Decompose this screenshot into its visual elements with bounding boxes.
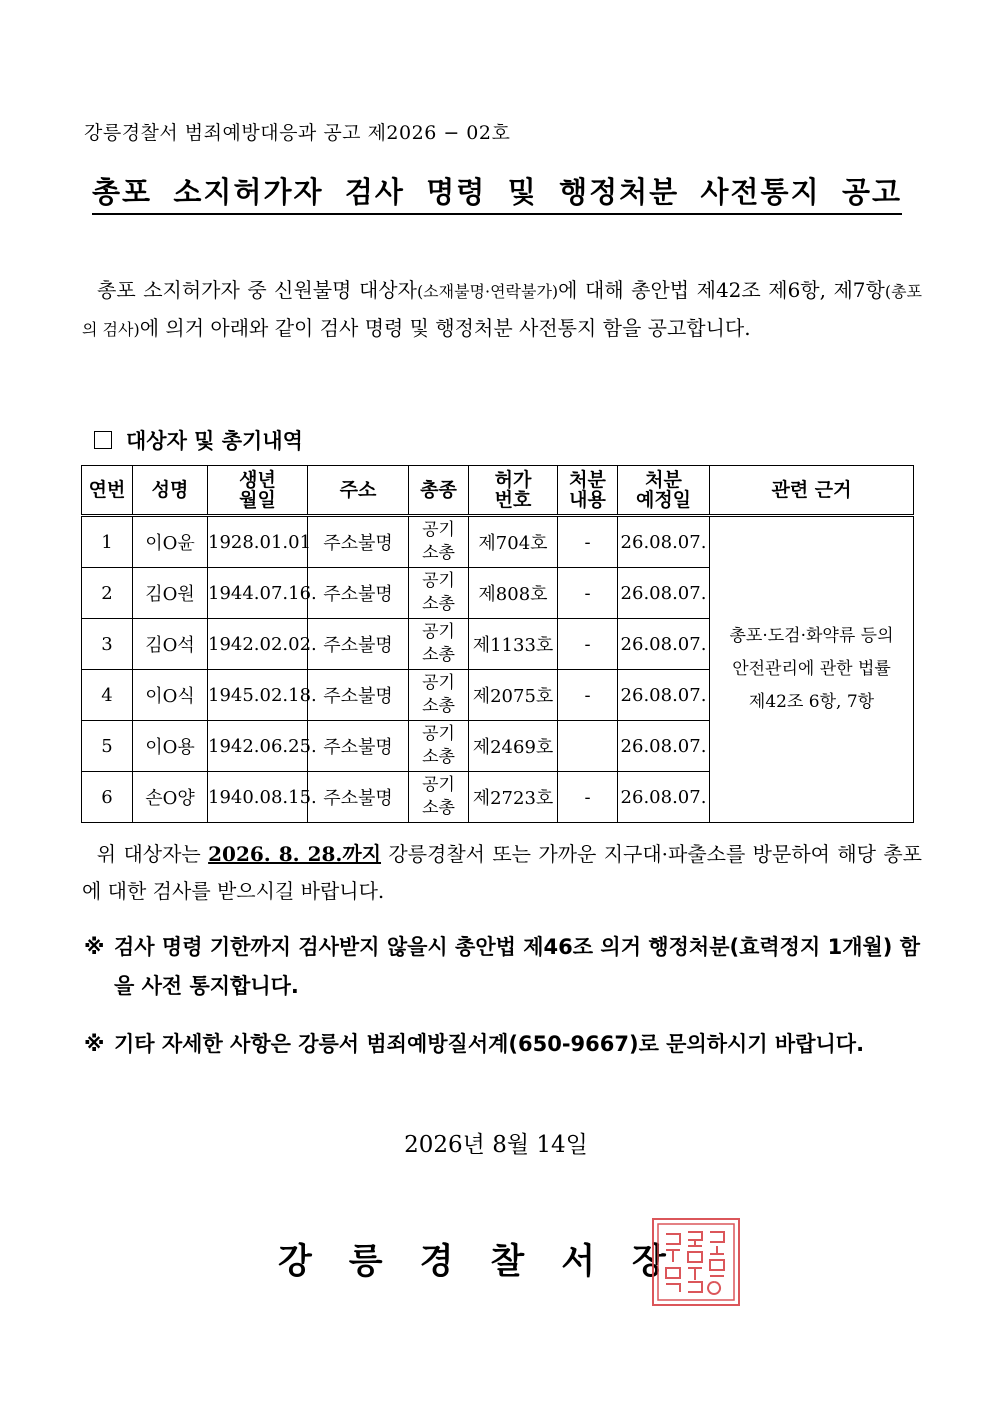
cell-birth: 1942.02.02. (208, 619, 308, 670)
cell-no: 3 (82, 619, 133, 670)
cell-gun-type: 공기 소총 (409, 721, 469, 772)
instruction-text-1: 위 대상자는 (96, 842, 209, 866)
cell-name: 김O원 (133, 568, 208, 619)
cell-gun-type: 공기 소총 (409, 670, 469, 721)
official-seal-icon (652, 1218, 740, 1306)
cell-address: 주소불명 (308, 619, 409, 670)
cell-address: 주소불명 (308, 721, 409, 772)
cell-due: 26.08.07. (618, 516, 710, 568)
notice-number: 강릉경찰서 범죄예방대응과 공고 제2026 − 02호 (84, 122, 511, 144)
intro-text-2: 에 대해 총안법 제42조 제6항, 제7항 (558, 278, 885, 302)
cell-birth: 1928.01.01 (208, 516, 308, 568)
section-heading (94, 425, 303, 455)
cell-due: 26.08.07. (618, 619, 710, 670)
seal-pattern-icon (654, 1220, 738, 1304)
table-row (82, 516, 914, 568)
note-text: 기타 자세한 사항은 강릉서 범죄예방질서계(650-9667)로 문의하시기 바랍니다. (114, 1032, 865, 1056)
deadline-date: 2026. 8. 28.까지 (208, 842, 382, 866)
header-action: 처분 내용 (558, 466, 618, 516)
cell-due: 26.08.07. (618, 670, 710, 721)
cell-permit: 제808호 (469, 568, 558, 619)
cell-gun-type: 공기 소총 (409, 772, 469, 823)
checkbox-square-icon (94, 431, 112, 449)
cell-permit: 제2469호 (469, 721, 558, 772)
cell-address: 주소불명 (308, 670, 409, 721)
note-contact (84, 1025, 920, 1064)
cell-no: 1 (82, 516, 133, 568)
cell-permit: 제2075호 (469, 670, 558, 721)
cell-birth: 1945.02.18. (208, 670, 308, 721)
cell-no: 4 (82, 670, 133, 721)
intro-text-3: 에 의거 아래와 같이 검사 명령 및 행정처분 사전통지 함을 공고합니다. (139, 316, 751, 340)
instruction-text-2: 강릉경찰서 또는 가까운 지구대·파출소를 방문하여 해당 총포에 대한 검사를 받으시길 바랍니다. (82, 842, 922, 903)
cell-name: 이O용 (133, 721, 208, 772)
reference-mark-icon: ※ (84, 1032, 105, 1056)
cell-address: 주소불명 (308, 568, 409, 619)
header-address: 주소 (308, 466, 409, 516)
header-permit: 허가 번호 (469, 466, 558, 516)
cell-gun-type: 공기 소총 (409, 619, 469, 670)
section-title: 대상자 및 총기내역 (126, 428, 303, 453)
cell-action: - (558, 568, 618, 619)
note-penalty (84, 928, 920, 1006)
reference-mark-icon: ※ (84, 935, 105, 959)
cell-due: 26.08.07. (618, 568, 710, 619)
cell-no: 6 (82, 772, 133, 823)
header-birth: 생년 월일 (208, 466, 308, 516)
header-name: 성명 (133, 466, 208, 516)
cell-address: 주소불명 (308, 772, 409, 823)
intro-paragraph (82, 272, 922, 348)
header-gun-type: 총종 (409, 466, 469, 516)
cell-action: - (558, 516, 618, 568)
cell-birth: 1944.07.16. (208, 568, 308, 619)
cell-gun-type: 공기 소총 (409, 568, 469, 619)
cell-no: 2 (82, 568, 133, 619)
intro-text-1: 총포 소지허가자 중 신원불명 대상자 (97, 278, 417, 302)
cell-birth: 1940.08.15. (208, 772, 308, 823)
cell-action: - (558, 772, 618, 823)
cell-permit: 제704호 (469, 516, 558, 568)
cell-name: 이O윤 (133, 516, 208, 568)
issue-date: 2026년 8월 14일 (404, 1132, 588, 1158)
intro-paren-1: (소재불명·연락불가) (416, 282, 559, 301)
cell-due: 26.08.07. (618, 772, 710, 823)
issuer-name: 강릉경찰서장 (278, 1242, 703, 1282)
cell-due: 26.08.07. (618, 721, 710, 772)
cell-name: 이O식 (133, 670, 208, 721)
target-table (81, 465, 914, 823)
cell-action (558, 721, 618, 772)
cell-birth: 1942.06.25. (208, 721, 308, 772)
cell-name: 김O석 (133, 619, 208, 670)
cell-permit: 제1133호 (469, 619, 558, 670)
header-no: 연번 (82, 466, 133, 516)
cell-name: 손O양 (133, 772, 208, 823)
cell-permit: 제2723호 (469, 772, 558, 823)
cell-action: - (558, 670, 618, 721)
header-basis: 관련 근거 (710, 466, 914, 516)
cell-no: 5 (82, 721, 133, 772)
intro-paren-2: (총포의 검사) (82, 282, 923, 339)
cell-gun-type: 공기 소총 (409, 516, 469, 568)
cell-action: - (558, 619, 618, 670)
header-due: 처분 예정일 (618, 466, 710, 516)
page-title: 총포 소지허가자 검사 명령 및 행정처분 사전통지 공고 (92, 170, 902, 215)
note-text: 검사 명령 기한까지 검사받지 않을시 총안법 제46조 의거 행정처분(효력정지 1개월) 함을 사전 통지합니다. (114, 935, 920, 998)
table-header-row (82, 466, 914, 516)
cell-address: 주소불명 (308, 516, 409, 568)
instruction-paragraph (82, 836, 922, 910)
cell-basis: 총포·도검·화약류 등의 안전관리에 관한 법률 제42조 6항, 7항 (710, 516, 914, 823)
